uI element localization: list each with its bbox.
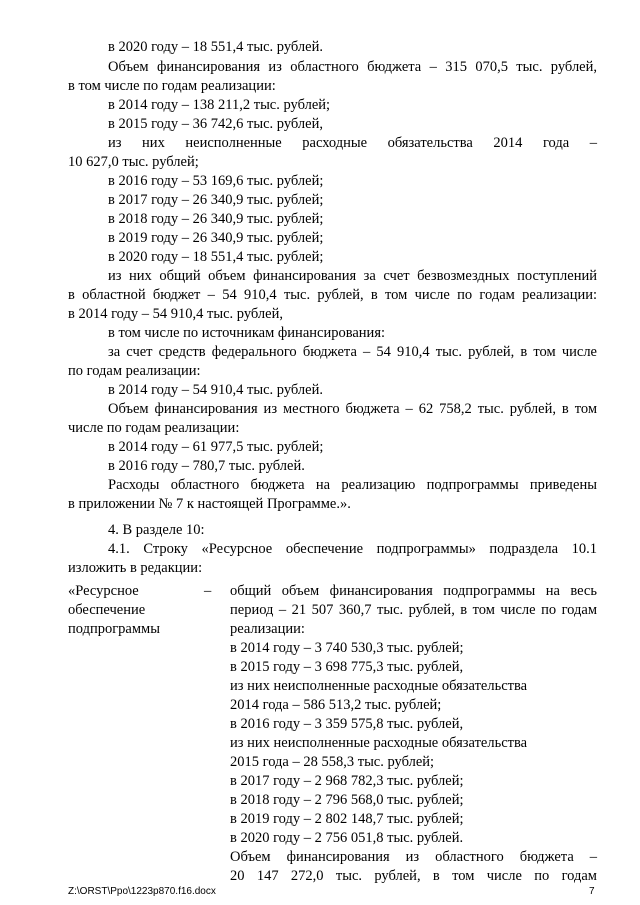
table-right-line: в 2017 году – 2 968 782,3 тыс. рублей; bbox=[230, 773, 464, 789]
body-line: 4.1. Строку «Ресурсное обеспечение подпрограммы» подраздела 10.1 bbox=[108, 541, 597, 557]
body-line: в 2014 году – 61 977,5 тыс. рублей; bbox=[108, 439, 324, 455]
table-right-line: в 2016 году – 3 359 575,8 тыс. рублей, bbox=[230, 716, 464, 732]
body-line: в 2016 году – 780,7 тыс. рублей. bbox=[108, 458, 305, 474]
body-line: в том числе по годам реализации: bbox=[68, 78, 276, 94]
body-line: в 2020 году – 18 551,4 тыс. рублей. bbox=[108, 39, 323, 55]
table-right-line: из них неисполненные расходные обязательства bbox=[230, 678, 528, 694]
body-line: изложить в редакции: bbox=[68, 560, 203, 576]
table-left-label: «Ресурсное bbox=[68, 583, 139, 599]
table-right-line: Объем финансирования из областного бюджета – bbox=[230, 849, 597, 865]
table-dash: – bbox=[204, 583, 212, 599]
body-line: в 2016 году – 53 169,6 тыс. рублей; bbox=[108, 173, 324, 189]
table-right-line: 2015 года – 28 558,3 тыс. рублей; bbox=[230, 754, 435, 770]
section-heading: 4. В разделе 10: bbox=[108, 522, 205, 538]
table-right-line: реализации: bbox=[230, 621, 305, 637]
table-right-line: период – 21 507 360,7 тыс. рублей, в том числе по годам bbox=[230, 602, 597, 618]
body-line: 10 627,0 тыс. рублей; bbox=[68, 154, 199, 170]
body-line: Объем финансирования из областного бюджета – 315 070,5 тыс. рублей, bbox=[108, 59, 597, 75]
table-right-line: 2014 года – 586 513,2 тыс. рублей; bbox=[230, 697, 442, 713]
body-line: в том числе по источникам финансирования: bbox=[108, 325, 386, 341]
table-right-line: общий объем финансирования подпрограммы на весь bbox=[230, 583, 597, 599]
table-right-line: в 2019 году – 2 802 148,7 тыс. рублей; bbox=[230, 811, 464, 827]
body-line: в 2014 году – 54 910,4 тыс. рублей. bbox=[108, 382, 323, 398]
table-right-line: в 2020 году – 2 756 051,8 тыс. рублей. bbox=[230, 830, 464, 846]
body-line: в 2015 году – 36 742,6 тыс. рублей, bbox=[108, 116, 323, 132]
table-right-line: в 2015 году – 3 698 775,3 тыс. рублей, bbox=[230, 659, 464, 675]
body-line: из них общий объем финансирования за счет безвозмездных поступлений bbox=[108, 268, 597, 284]
body-line: в 2017 году – 26 340,9 тыс. рублей; bbox=[108, 192, 324, 208]
table-right-line: из них неисполненные расходные обязательства bbox=[230, 735, 528, 751]
footer-file-path: Z:\ORST\Ppo\1223p870.f16.docx bbox=[68, 886, 216, 897]
table-right-line: в 2018 году – 2 796 568,0 тыс. рублей; bbox=[230, 792, 464, 808]
body-line: в приложении № 7 к настоящей Программе.». bbox=[68, 496, 351, 512]
body-line: в 2014 году – 138 211,2 тыс. рублей; bbox=[108, 97, 331, 113]
table-right-line: в 2014 году – 3 740 530,3 тыс. рублей; bbox=[230, 640, 464, 656]
body-line: числе по годам реализации: bbox=[68, 420, 240, 436]
table-right-line: 20 147 272,0 тыс. рублей, в том числе по годам bbox=[230, 868, 597, 884]
table-left-label: обеспечение bbox=[68, 602, 146, 618]
body-line: в 2019 году – 26 340,9 тыс. рублей; bbox=[108, 230, 324, 246]
body-line: Объем финансирования из местного бюджета – 62 758,2 тыс. рублей, в том bbox=[108, 401, 597, 417]
body-line: Расходы областного бюджета на реализацию подпрограммы приведены bbox=[108, 477, 597, 493]
body-line: в 2014 году – 54 910,4 тыс. рублей, bbox=[68, 306, 283, 322]
body-line: по годам реализации: bbox=[68, 363, 201, 379]
body-line: за счет средств федерального бюджета – 54 910,4 тыс. рублей, в том числе bbox=[108, 344, 597, 360]
body-line: в областной бюджет – 54 910,4 тыс. рублей, в том числе по годам реализации: bbox=[68, 287, 597, 303]
body-line: из них неисполненные расходные обязательства 2014 года – bbox=[108, 135, 597, 151]
body-line: в 2018 году – 26 340,9 тыс. рублей; bbox=[108, 211, 324, 227]
table-left-label: подпрограммы bbox=[68, 621, 160, 637]
page-number: 7 bbox=[589, 886, 595, 897]
body-line: в 2020 году – 18 551,4 тыс. рублей; bbox=[108, 249, 324, 265]
